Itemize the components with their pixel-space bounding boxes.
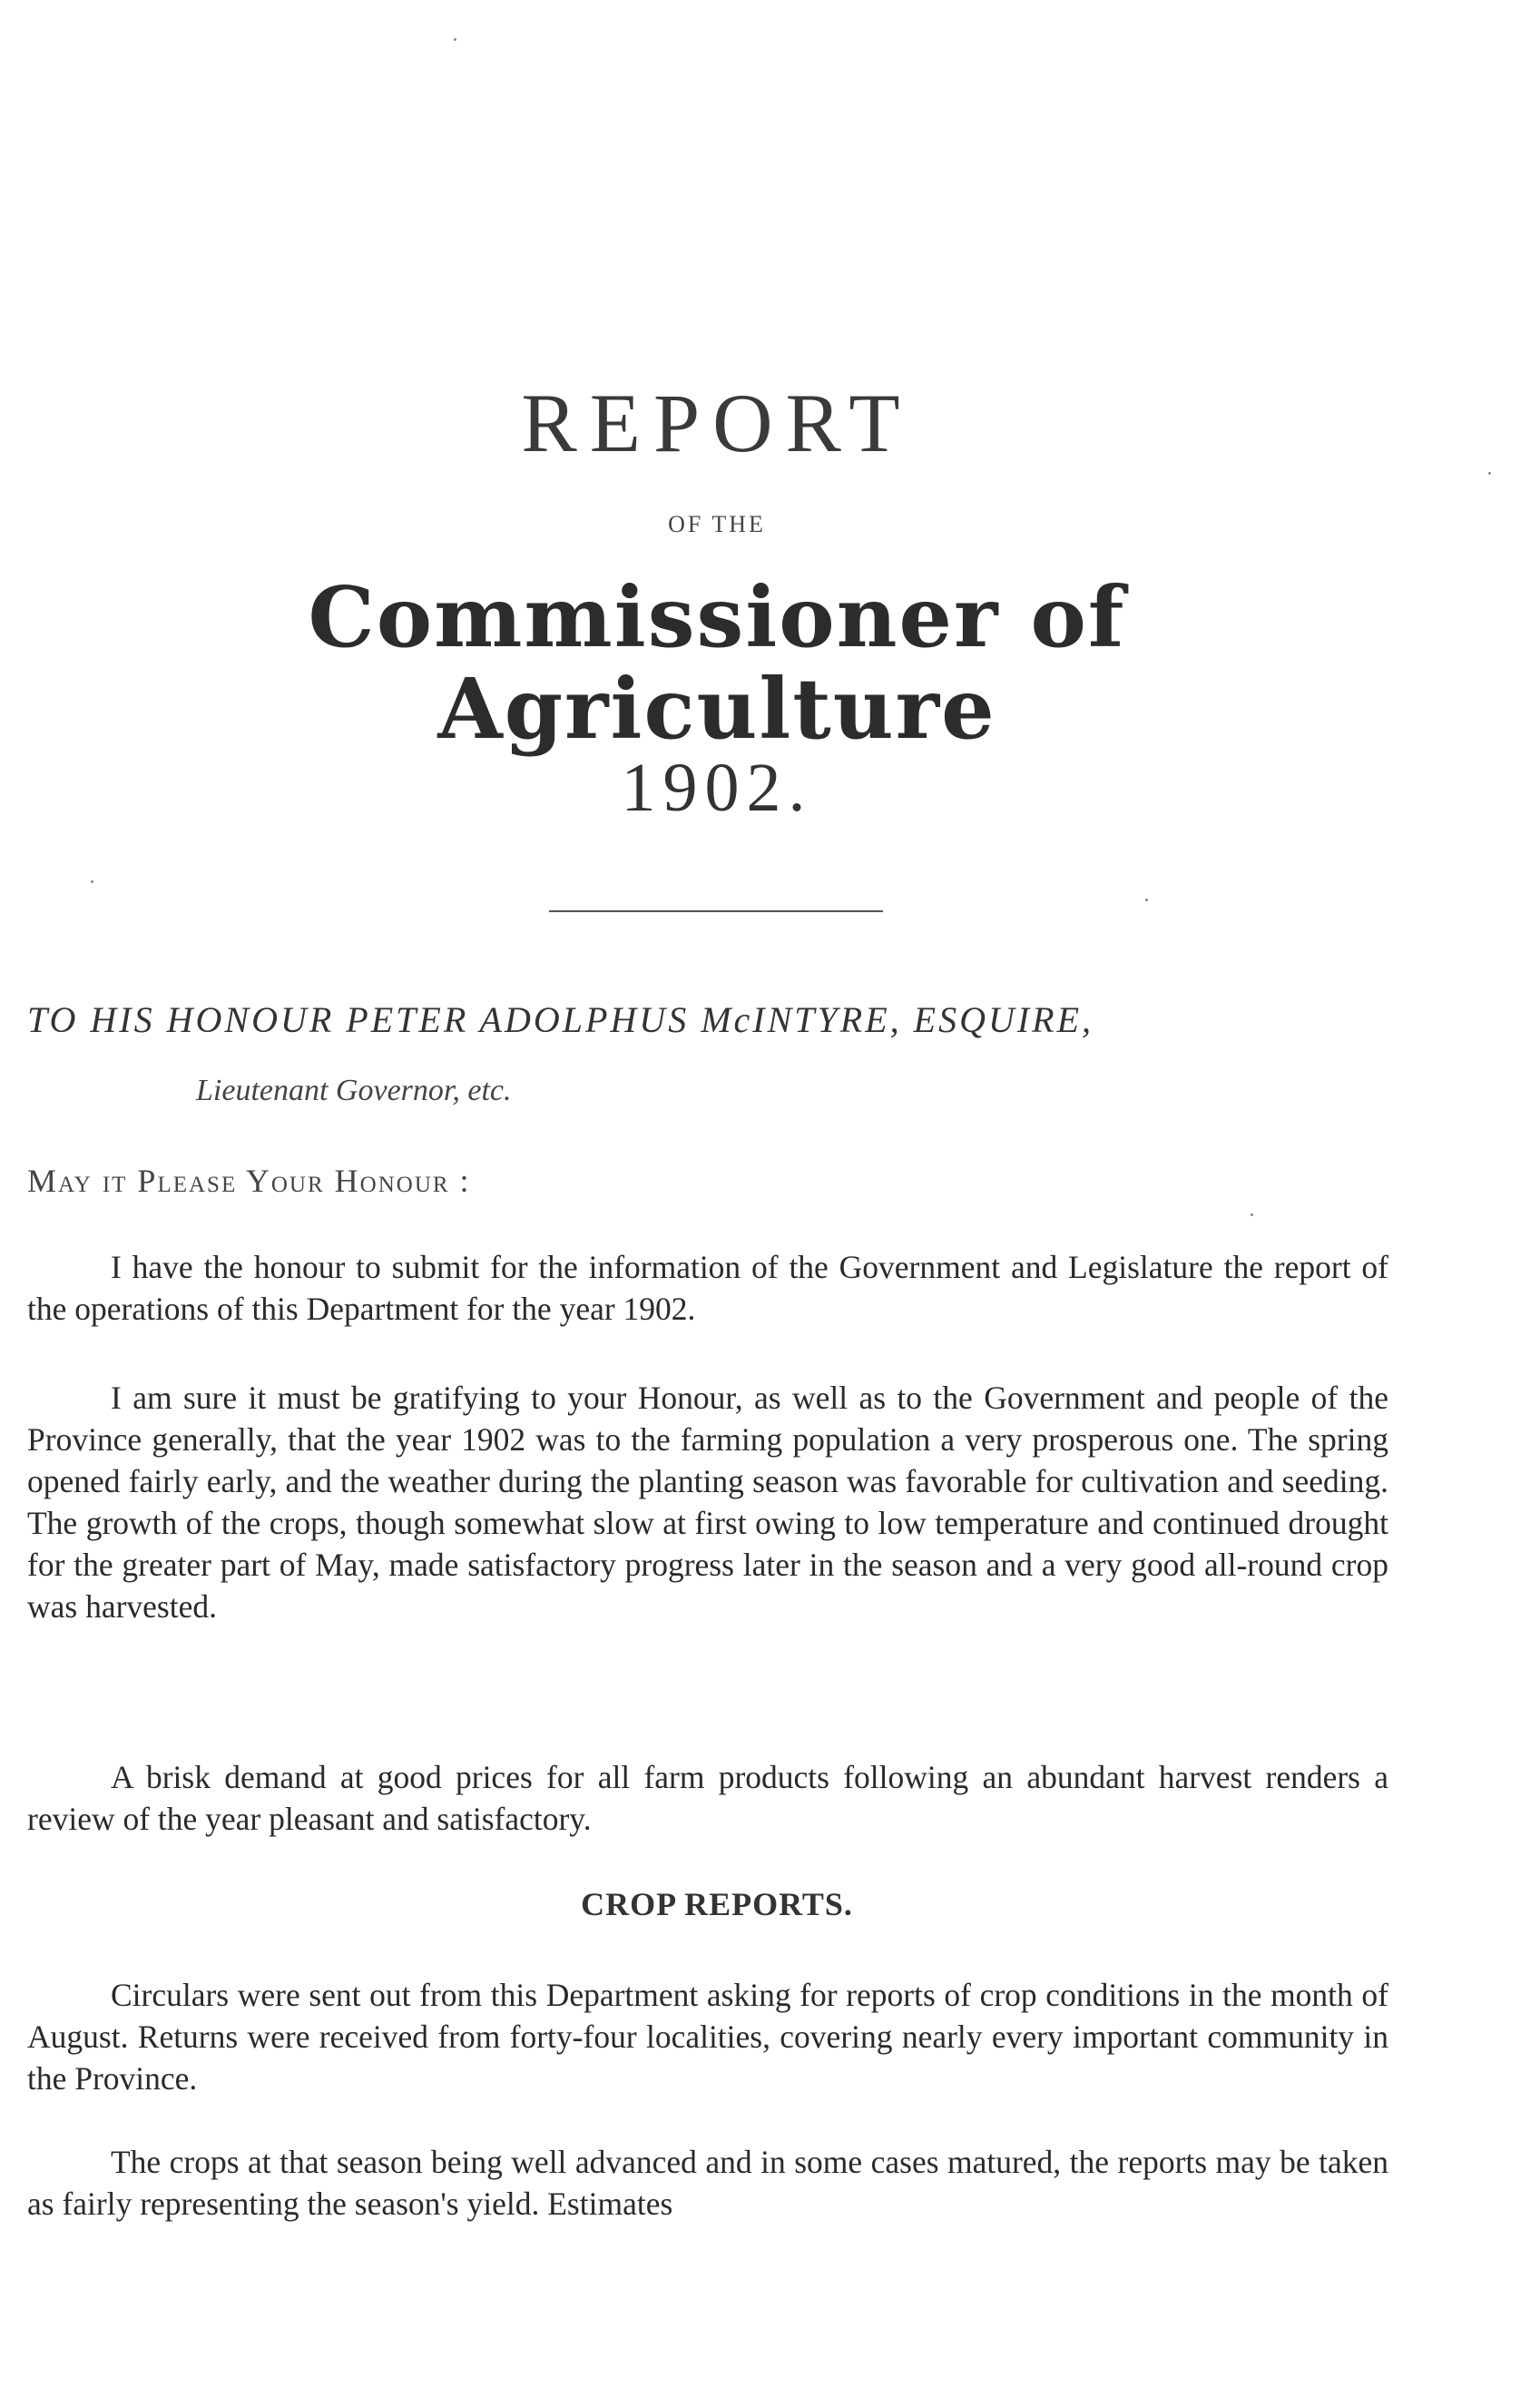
report-title: REPORT — [521, 377, 913, 469]
paragraph-estimates: The crops at that season being well advanced and in some cases matured, the reports may be taken as fairly representing the season's yield. Estimates — [27, 2144, 1388, 2222]
paragraph-submission: I have the honour to submit for the information of the Government and Legislature the report of the operations of this Department for the year 1902. — [27, 1249, 1388, 1327]
crop-reports-heading: CROP REPORTS. — [581, 1886, 853, 1922]
paper-speck — [1251, 1213, 1253, 1216]
salutation: May it Please Your Honour : — [27, 1163, 471, 1199]
of-the-label: OF THE — [668, 511, 766, 537]
addressee-line: TO HIS HONOUR PETER ADOLPHUS McINTYRE, ESQUIRE, — [27, 999, 1094, 1040]
report-year: 1902. — [621, 750, 813, 826]
paper-speck — [454, 38, 456, 41]
paper-speck — [91, 880, 93, 883]
title-divider — [549, 910, 883, 912]
commissioner-title: Commissioner of Agriculture — [308, 568, 1126, 759]
paper-speck — [1488, 472, 1491, 475]
paragraph-brisk-demand: A brisk demand at good prices for all farm products following an abundant harvest renders a review of the year pleasant and satisfactory. — [27, 1759, 1388, 1837]
paper-speck — [1145, 899, 1148, 901]
paragraph-circulars: Circulars were sent out from this Department asking for reports of crop conditions in the month of August. Returns were received from forty-four localities, covering nearly every important community in the Province. — [27, 1977, 1388, 2097]
paragraph-prosperous-year: I am sure it must be gratifying to your Honour, as well as to the Government and people of the Province generally, that the year 1902 was to the farming population a very prosperous one. The spring opened fairly early, and the weather during the planting season was favorable for cultivation and seeding. The growth of the crops, though somewhat slow at first owing to low temperature and continued drought for the greater part of May, made satisfactory progress later in the season and a very good all-round crop was harvested. — [27, 1380, 1388, 1625]
addressee-title: Lieutenant Governor, etc. — [196, 1074, 512, 1107]
